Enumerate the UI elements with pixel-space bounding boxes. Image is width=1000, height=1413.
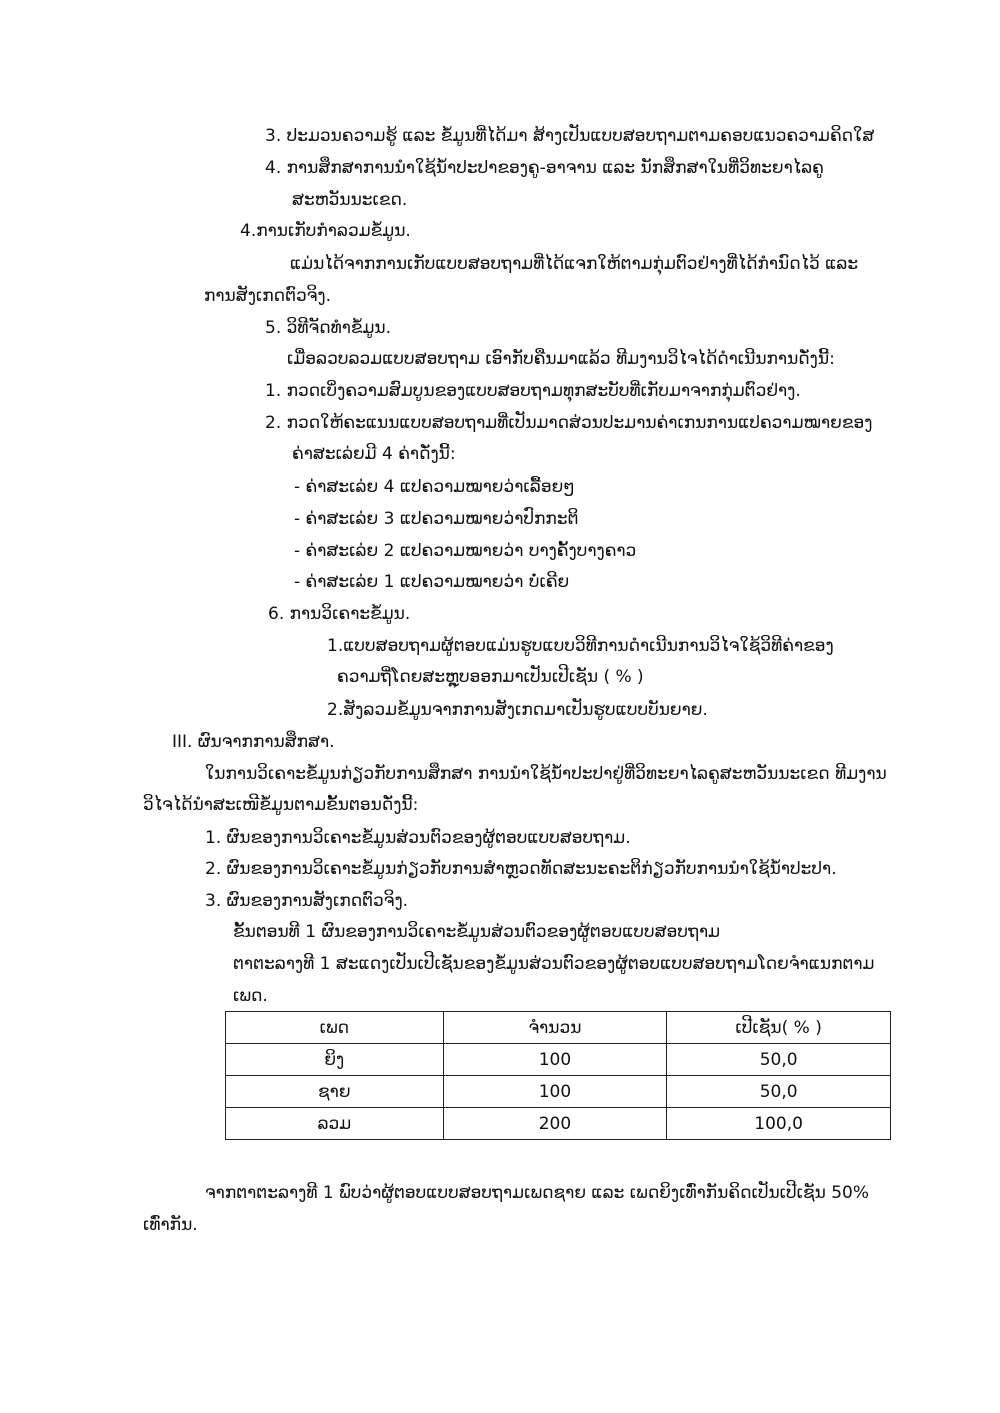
table-caption: ຕາຕະລາງທີ 1 ສະແດງເປັນເປີເຊັນຂອງຂໍ້ມູນສ່ວນຕົວຂອງຜູ້ຕອບແບບສອບຖາມໂດຍຈຳແນກຕາມ bbox=[233, 954, 875, 974]
list-item: - ຄ່າສະເລ່ຍ 4 ແປຄວາມໝາຍວ່າເລື້ອຍໆ bbox=[294, 477, 575, 497]
text-line: ຈາກຕາຕະລາງທີ 1 ພົບວ່າຜູ້ຕອບແບບສອບຖາມເພດຊາຍ ແລະ ເພດຍິງເທົ່າກັນຄິດເປັນເປີເຊັນ 50% bbox=[205, 1183, 870, 1203]
table-caption: ເພດ. bbox=[233, 986, 268, 1006]
column-header: ຈຳນວນ bbox=[443, 1012, 667, 1044]
table-header-row bbox=[226, 1012, 891, 1044]
section-heading: 4.ການເກັບກຳລວມຂໍ້ມູນ. bbox=[240, 221, 411, 241]
table-cell: 200 bbox=[443, 1108, 667, 1140]
table-cell: 100 bbox=[443, 1044, 667, 1076]
column-header: ເປີເຊັນ( % ) bbox=[667, 1012, 891, 1044]
section-heading: 6. ການວິເຄາະຂໍ້ມູນ. bbox=[268, 604, 411, 624]
list-item: - ຄ່າສະເລ່ຍ 2 ແປຄວາມໝາຍວ່າ ບາງຄັ້ງບາງຄາວ bbox=[294, 541, 637, 561]
text-line: 2.ສັງລວມຂໍ້ມູນຈາກການສັງເກດມາເປັນຮູບແບບບັນຍາຍ. bbox=[327, 700, 708, 720]
text-line: ແມ່ນໄດ້ຈາກການເກັບແບບສອບຖາມທີ່ໄດ້ແຈກໃຫ້ຕາມກຸ່ມຕົວຢ່າງທີ່ໄດ້ກຳນົດໄວ້ ແລະ bbox=[290, 254, 859, 274]
table-cell: 100 bbox=[443, 1076, 667, 1108]
text-line: 3. ປະມວນຄວາມຮູ້ ແລະ ຂໍ້ມູນທີ່ໄດ້ມາ ສ້າງເປັນແບບສອບຖາມຕາມຄອບແນວຄວາມຄິດໃສ bbox=[265, 126, 875, 146]
text-line: 1.ແບບສອບຖາມຜູ້ຕອບແມ່ນຮູບແບບວິທີການດຳເນີນການວິໄຈໃຊ້ວິທີຄ່າຂອງ bbox=[327, 636, 834, 656]
gender-table bbox=[225, 1011, 891, 1140]
table-row bbox=[226, 1108, 891, 1140]
text-line: ສະຫວັນນະເຂດ. bbox=[292, 190, 408, 210]
text-line: ຄ່າສະເລ່ຍມີ 4 ຄ່າດັ່ງນີ້: bbox=[292, 444, 456, 464]
table-cell: 50,0 bbox=[667, 1076, 891, 1108]
table-cell: 100,0 bbox=[667, 1108, 891, 1140]
table-cell: ຍິງ bbox=[226, 1044, 444, 1076]
section-heading: III. ຜົນຈາກການສຶກສາ. bbox=[172, 732, 335, 752]
text-line: 4. ການສຶກສາການນຳໃຊ້ນ້ຳປະປາຂອງຄູ-ອາຈານ ແລະ ນັກສຶກສາໃນທີ່ວິທະຍາໄລຄູ bbox=[265, 158, 824, 178]
text-line: ການສັງເກດຕົວຈິງ. bbox=[204, 286, 332, 306]
text-line: ຄວາມຖີ່ໂດຍສະຫຼຸບອອກມາເປັນເປີເຊັນ ( % ) bbox=[337, 667, 644, 687]
text-line: ວິໄຈໄດ້ນຳສະເໜີຂໍ້ມູນຕາມຂັ້ນຕອນດັ່ງນີ້: bbox=[143, 795, 419, 815]
table-cell: ຊາຍ bbox=[226, 1076, 444, 1108]
text-line: ຂັ້ນຕອນທີ 1 ຜົນຂອງການວິເຄາະຂໍ້ມູນສ່ວນຕົວຂອງຜູ້ຕອບແບບສອບຖາມ bbox=[233, 922, 721, 942]
list-item: 2. ຜົນຂອງການວິເຄາະຂໍ້ມູນກ່ຽວກັບການສຳຫຼວດທັດສະນະຄະຕິກ່ຽວກັບການນຳໃຊ້ນ້ຳປະປາ. bbox=[205, 859, 837, 879]
list-item: - ຄ່າສະເລ່ຍ 1 ແປຄວາມໝາຍວ່າ ບໍ່ເຄີຍ bbox=[294, 572, 570, 592]
table-row bbox=[226, 1044, 891, 1076]
column-header: ເພດ bbox=[226, 1012, 444, 1044]
text-line: ເທົ່າກັນ. bbox=[143, 1215, 198, 1235]
text-line: ໃນການວິເຄາະຂໍ້ມູນກ່ຽວກັບການສຶກສາ ການນຳໃຊ້ນ້ຳປະປາຢູ່ທີ່ວິທະຍາໄລຄູສະຫວັນນະເຂດ ທີມງານ bbox=[205, 764, 887, 784]
text-line: ເມື່ອລວບລວມແບບສອບຖາມ ເອົາກັບຄືນມາແລ້ວ ທີມງານວິໄຈໄດ້ດຳເນີນການດັ່ງນີ້: bbox=[287, 349, 835, 369]
list-item: 1. ຜົນຂອງການວິເຄາະຂໍ້ມູນສ່ວນຕົວຂອງຜູ້ຕອບແບບສອບຖາມ. bbox=[205, 828, 631, 848]
text-line: 2. ກວດໃຫ້ຄະແນນແບບສອບຖາມທີ່ເປັນມາດສ່ວນປະມານຄ່າເກນການແປຄວາມໝາຍຂອງ bbox=[265, 413, 873, 433]
section-heading: 5. ວິທີຈັດທຳຂໍ້ມູນ. bbox=[265, 318, 392, 338]
list-item: 3. ຜົນຂອງການສັງເກດຕົວຈິງ. bbox=[205, 891, 409, 911]
table-cell: ລວມ bbox=[226, 1108, 444, 1140]
table-cell: 50,0 bbox=[667, 1044, 891, 1076]
table-row bbox=[226, 1076, 891, 1108]
text-line: 1. ກວດເບິ່ງຄວາມສົມບູນຂອງແບບສອບຖາມທຸກສະບັບທີ່ເກັບມາຈາກກຸ່ມຕົວຢ່າງ. bbox=[265, 381, 801, 401]
list-item: - ຄ່າສະເລ່ຍ 3 ແປຄວາມໝາຍວ່າປົກກະຕິ bbox=[294, 509, 579, 529]
